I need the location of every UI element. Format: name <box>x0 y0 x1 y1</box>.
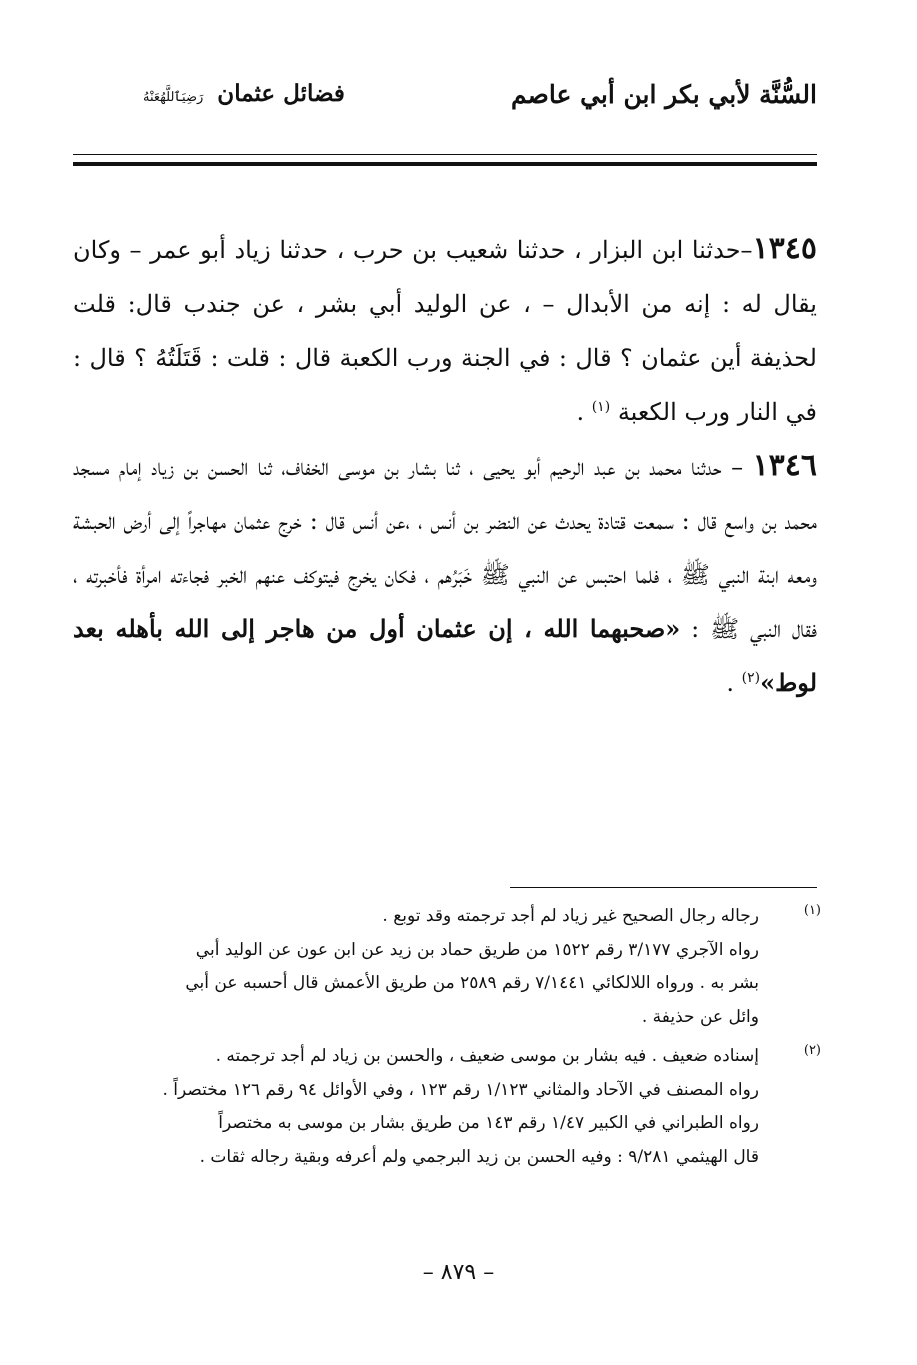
hadith-number: ١٣٤٦ <box>752 448 818 483</box>
footnote-mark: (١) <box>803 903 821 918</box>
footnote-mark: (٢) <box>803 1043 821 1058</box>
hadith-paragraph-1346 <box>73 439 817 710</box>
main-text <box>73 222 817 710</box>
running-header <box>73 80 817 120</box>
chapter-title <box>143 80 345 107</box>
hadith-text: – حدثنا محمد بن عبد الرحيم أبو يحيى ، ثنا بشار بن موسى الخفاف، ثنا الحسن بن زياد إمام مسجد محمد بن واسع قال : سمعت قتادة يحدث عن النضر بن أنس ، ،عن أنس قال : خرج عثمان مهاجراً إلى أرض الحبشة ومعه ابنة النبي ﷺ ، فلما احتبس عن النبي ﷺ خَبَرُهم ، فكان يخرج فيتوكف عنهم الخبر فجاءته امرأة فأخبرته ، فقال النبي ﷺ : <box>73 453 817 643</box>
footnote-1 <box>73 900 821 1034</box>
book-title: السُّنَّة لأبي بكر ابن أبي عاصم <box>510 80 817 109</box>
footnote-ref[interactable]: (١) <box>591 399 611 415</box>
hadith-tail: . <box>726 669 742 697</box>
footnote-2 <box>73 1040 821 1174</box>
hadith-number: ١٣٤٥ <box>752 231 817 266</box>
footnote-line: بشر به . ورواه اللالكائي ٧/١٤٤١ رقم ٢٥٨٩ من طريق الأعمش قال أحسبه عن أبي <box>185 973 759 993</box>
chapter-title-text: فضائل عثمان <box>217 80 345 107</box>
footnote-ref[interactable]: (٢) <box>741 670 761 686</box>
honorific-mark: رَضِيَٱللَّهُعَنْهُ <box>143 90 204 105</box>
footnote-separator <box>510 887 817 888</box>
page-number: – ٨٧٩ – <box>422 1260 495 1285</box>
prophetic-quote: «صحبهما الله ، إن عثمان أول من هاجر إلى الله بأهله بعد لوط» <box>73 614 817 697</box>
hadith-paragraph-1345 <box>73 222 817 439</box>
footnote-line: رواه المصنف في الآحاد والمثاني ١/١٢٣ رقم ١٢٣ ، وفي الأوائل ٩٤ رقم ١٢٦ مختصراً . <box>162 1079 759 1100</box>
footnote-line: قال الهيثمي ٩/٢٨١ : وفيه الحسن بن زيد البرجمي ولم أعرفه وبقية رجاله ثقات . <box>199 1146 759 1167</box>
footnote-line: رواه الآجري ٣/١٧٧ رقم ١٥٢٢ من طريق حماد بن زيد عن ابن عون عن الوليد أبي <box>195 939 759 960</box>
footnote-line: رجاله رجال الصحيح غير زياد لم أجد ترجمته وقد توبع . <box>382 906 759 926</box>
footnotes <box>73 900 821 1180</box>
footnote-line: رواه الطبراني في الكبير ١/٤٧ رقم ١٤٣ من طريق بشار بن موسى به مختصراً <box>218 1113 759 1133</box>
footnote-line: وائل عن حذيفة . <box>641 1006 759 1027</box>
header-rule-thick <box>73 162 817 166</box>
footnote-line: إسناده ضعيف . فيه بشار بن موسى ضعيف ، والحسن بن زياد لم أجد ترجمته . <box>215 1046 759 1066</box>
header-rule-thin <box>73 154 817 155</box>
hadith-text: –حدثنا ابن البزار ، حدثنا شعيب بن حرب ، حدثنا زياد أبو عمر – وكان يقال له : إنه من الأبدال – ، عن الوليد أبي بشر ، عن جندب قال: قلت لحذيفة أين عثمان ؟ قال : في الجنة ورب الكعبة قال : قلت : قَتَلَتُهُ ؟ قال : في النار ورب الكعبة <box>73 236 817 426</box>
hadith-tail: . <box>576 398 592 426</box>
